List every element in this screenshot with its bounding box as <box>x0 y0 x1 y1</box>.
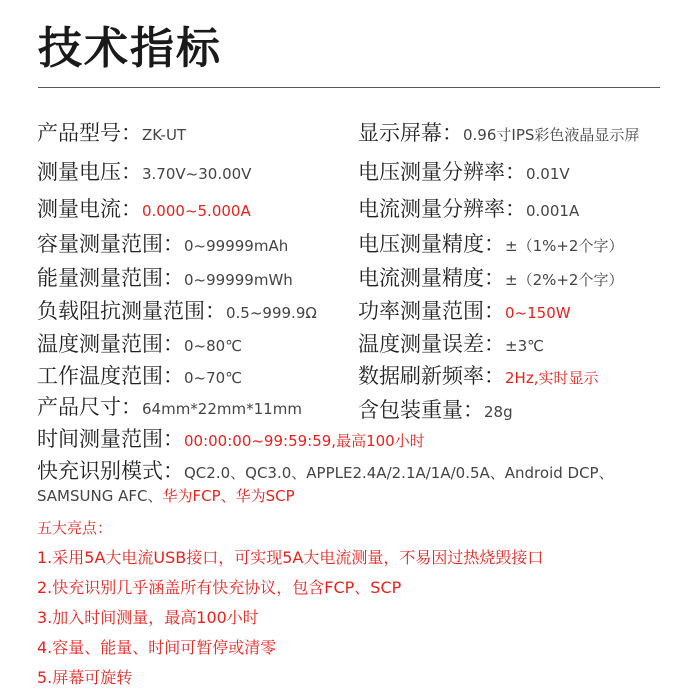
highlights-title: 五大亮点： <box>37 519 113 537</box>
spec-label: 功率测量范围： <box>358 299 505 323</box>
title-divider <box>38 87 660 88</box>
highlight-item: 5.屏幕可旋转 <box>37 668 133 687</box>
spec-value: 0.01V <box>526 165 570 183</box>
spec-value: 0.96寸IPS彩色液晶显示屏 <box>463 126 640 144</box>
highlight-item: 1.采用5A大电流USB接口，可实现5A大电流测量，不易因过热烧毁接口 <box>37 548 544 567</box>
spec-value: 0.000~5.000A <box>142 202 251 220</box>
page-title: 技术指标 <box>38 23 222 74</box>
spec-row-work-temp <box>37 361 242 391</box>
highlight-item: 2.快充识别几乎涵盖所有快充协议，包含FCP、SCP <box>37 578 402 597</box>
spec-row-display <box>358 118 639 148</box>
spec-value: 0~99999mWh <box>184 271 293 289</box>
spec-label: 产品尺寸： <box>37 395 142 419</box>
spec-label: 测量电流： <box>37 197 142 221</box>
spec-label: 负载阻抗测量范围： <box>37 299 226 323</box>
spec-row-current-resolution <box>358 194 579 224</box>
spec-label: 含包装重量： <box>358 398 484 422</box>
spec-row-model <box>37 118 186 148</box>
spec-value: 0~99999mAh <box>184 237 289 255</box>
fast-charge-continuation-red: 华为FCP、华为SCP <box>162 487 295 505</box>
spec-row-power-range <box>358 296 571 326</box>
spec-label: 温度测量范围： <box>37 332 184 356</box>
highlight-item: 4.容量、能量、时间可暂停或清零 <box>37 638 277 657</box>
spec-label: 电流测量分辨率： <box>358 197 526 221</box>
spec-row-voltage-resolution <box>358 157 570 187</box>
spec-row-voltage <box>37 157 251 187</box>
spec-row-time-range <box>37 424 425 454</box>
spec-row-energy-range <box>37 263 293 293</box>
spec-label: 数据刷新频率： <box>358 364 505 388</box>
spec-value: 00:00:00~99:59:59,最高100小时 <box>184 432 425 450</box>
fast-charge-continuation-plain: SAMSUNG AFC、 <box>37 487 163 505</box>
spec-value: 0~80℃ <box>184 337 243 355</box>
spec-row-voltage-accuracy <box>358 229 623 259</box>
spec-value: ±（2%+2个字） <box>505 271 624 289</box>
spec-value: 2Hz,实时显示 <box>505 369 599 387</box>
spec-row-weight <box>358 395 513 425</box>
spec-value: 28g <box>484 403 513 421</box>
spec-label: 工作温度范围： <box>37 364 184 388</box>
spec-label: 电压测量精度： <box>358 232 505 256</box>
spec-value: 64mm*22mm*11mm <box>142 400 302 418</box>
spec-value: ±3℃ <box>505 337 544 355</box>
spec-label: 温度测量误差： <box>358 332 505 356</box>
spec-label: 显示屏幕： <box>358 121 463 145</box>
spec-value: 0.001A <box>526 202 580 220</box>
spec-row-refresh-rate <box>358 361 598 391</box>
spec-value: 3.70V~30.00V <box>142 165 252 183</box>
spec-label: 电流测量精度： <box>358 266 505 290</box>
spec-row-fast-charge <box>37 456 614 486</box>
spec-row-size <box>37 392 302 422</box>
highlight-item: 3.加入时间测量，最高100小时 <box>37 608 259 627</box>
spec-label: 测量电压： <box>37 160 142 184</box>
spec-label: 快充识别模式： <box>37 459 184 483</box>
spec-value: 0~150W <box>505 304 571 322</box>
spec-row-temp-error <box>358 329 544 359</box>
spec-value: 0.5~999.9Ω <box>226 304 317 322</box>
spec-row-load-impedance <box>37 296 317 326</box>
spec-row-current-accuracy <box>358 263 623 293</box>
spec-label: 时间测量范围： <box>37 427 184 451</box>
spec-value: 0~70℃ <box>184 369 243 387</box>
spec-value: QC2.0、QC3.0、APPLE2.4A/2.1A/1A/0.5A、Android DCP、 <box>184 464 614 482</box>
spec-row-capacity-range <box>37 229 288 259</box>
spec-row-current <box>37 194 251 224</box>
spec-label: 能量测量范围： <box>37 266 184 290</box>
spec-row-temp-range <box>37 329 242 359</box>
fast-charge-continuation <box>37 484 295 508</box>
spec-label: 产品型号： <box>37 121 142 145</box>
spec-value: ±（1%+2个字） <box>505 237 624 255</box>
spec-label: 电压测量分辨率： <box>358 160 526 184</box>
spec-label: 容量测量范围： <box>37 232 184 256</box>
spec-value: ZK-UT <box>142 126 187 144</box>
